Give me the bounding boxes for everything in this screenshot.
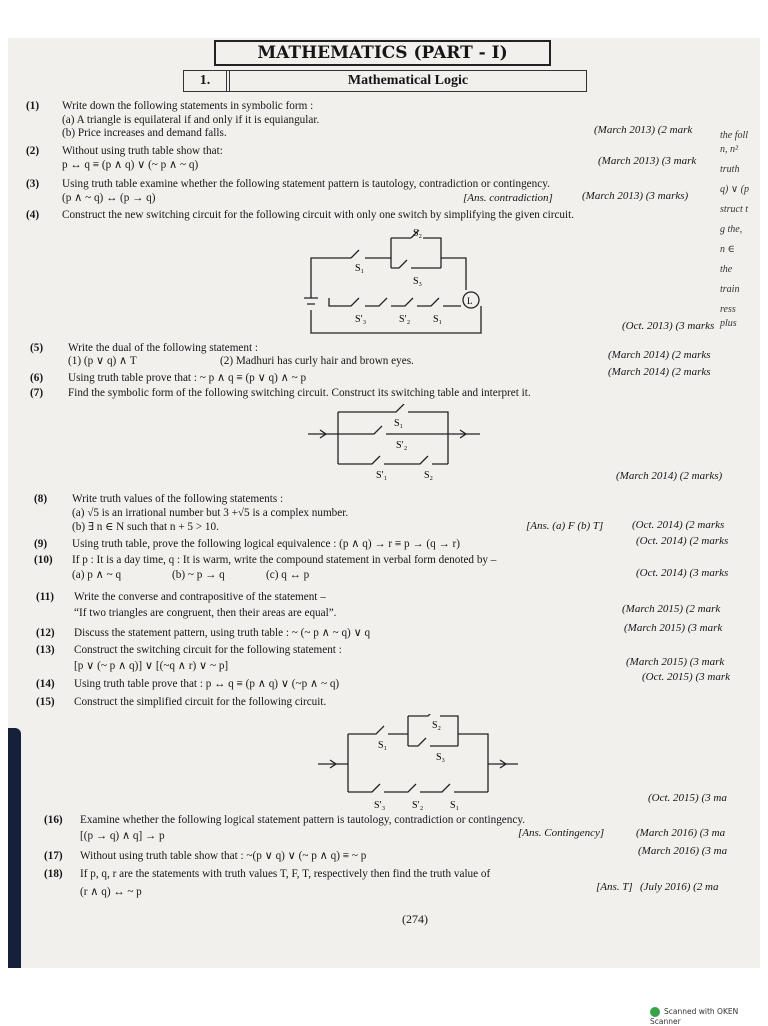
- exam-reference: (March 2013) (3 marks): [582, 190, 689, 202]
- question-number: (6): [30, 372, 44, 384]
- answer-text: [Ans. Contingency]: [518, 827, 605, 839]
- circuit-label: S₁: [433, 314, 443, 325]
- question-text: p ↔ q ≡ (p ∧ q) ∨ (~ p ∧ ~ q): [62, 159, 199, 171]
- question-number: (2): [26, 145, 40, 157]
- margin-text: the foll: [720, 130, 749, 141]
- switching-circuit-1: [291, 228, 491, 340]
- circuit-label: S′₂: [412, 800, 424, 810]
- exam-reference: (March 2015) (2 mark: [622, 603, 721, 615]
- circuit-label: S₃: [413, 276, 423, 287]
- margin-text: ress: [720, 304, 736, 315]
- exam-reference: (March 2013) (3 mark: [598, 155, 697, 167]
- question-number: (1): [26, 100, 40, 112]
- circuit-label: S₁: [355, 263, 365, 274]
- circuit-label: S′₂: [396, 440, 408, 451]
- question-text: “If two triangles are congruent, then their areas are equal”.: [74, 607, 337, 619]
- question-text: Write truth values of the following statements :: [72, 493, 284, 505]
- question-number: (9): [34, 538, 48, 550]
- exam-reference: (Oct. 2014) (3 marks: [636, 567, 729, 579]
- chapter-title: Mathematical Logic: [347, 73, 469, 88]
- exam-reference: (March 2015) (3 mark: [624, 622, 723, 634]
- switching-circuit-3: [318, 714, 518, 810]
- question-text: Without using truth table show that : ~(p ∨ q) ∨ (~ p ∧ q) ≡ ~ p: [80, 850, 367, 862]
- exam-reference: (Oct. 2014) (2 marks: [632, 519, 725, 531]
- switching-circuit-2: [308, 404, 480, 480]
- question-text: Using truth table, prove the following logical equivalence : (p ∧ q) → r ≡ p → (q → r): [72, 538, 460, 550]
- circuit-label: S₃: [436, 752, 446, 763]
- question-text: If p, q, r are the statements with truth values T, F, T, respectively then find the truth value of: [80, 868, 491, 880]
- margin-text: truth: [720, 164, 740, 175]
- question-text: Using truth table prove that : ~ p ∧ q ≡ (p ∨ q) ∧ ~ p: [68, 372, 307, 384]
- exam-reference: (July 2016) (2 ma: [640, 881, 719, 893]
- answer-text: [Ans. T]: [596, 881, 633, 893]
- page-number: (274): [402, 912, 428, 926]
- exam-reference: (Oct. 2015) (3 mark: [642, 671, 730, 683]
- circuit-label: S′₃: [355, 314, 367, 325]
- margin-text: struct t: [720, 204, 749, 215]
- margin-text: plus: [720, 318, 737, 329]
- question-text: Without using truth table show that:: [62, 145, 223, 157]
- question-number: (4): [26, 209, 40, 221]
- question-text: (a) √5 is an irrational number but 3 +√5 is a complex number.: [72, 507, 349, 519]
- exam-reference: (Oct. 2015) (3 ma: [648, 792, 727, 804]
- margin-text: q) ∨ (p: [720, 184, 749, 195]
- question-number: (5): [30, 342, 44, 354]
- exam-reference: (March 2013) (2 mark: [594, 124, 693, 136]
- document-page: [8, 38, 760, 968]
- question-text: (b) Price increases and demand falls.: [62, 127, 227, 139]
- circuit-label: S₂: [424, 470, 434, 480]
- exam-reference: (March 2014) (2 marks: [608, 349, 711, 361]
- question-number: (8): [34, 493, 48, 505]
- question-number: (13): [36, 644, 55, 656]
- question-text: Construct the switching circuit for the following statement :: [74, 644, 342, 656]
- circuit-label: S₂: [413, 228, 423, 239]
- exam-reference: (March 2015) (3 mark: [626, 656, 725, 668]
- exam-reference: (Oct. 2013) (3 marks: [622, 320, 715, 332]
- question-text: Write the converse and contrapositive of the statement –: [74, 591, 326, 603]
- question-text: (b) ∃ n ∈ N such that n + 5 > 10.: [72, 521, 219, 533]
- question-text: Discuss the statement pattern, using truth table : ~ (~ p ∧ ~ q) ∨ q: [74, 627, 371, 639]
- margin-text: n, n²: [720, 144, 738, 155]
- exam-reference: (March 2014) (2 marks): [616, 470, 723, 482]
- question-number: (12): [36, 627, 55, 639]
- question-text: Using truth table prove that : p ↔ q ≡ (p ∧ q) ∨ (~p ∧ ~ q): [74, 678, 340, 690]
- question-text: Construct the simplified circuit for the following circuit.: [74, 696, 327, 708]
- circuit-label: S₁: [450, 800, 460, 810]
- question-text: (b) ~ p → q: [172, 569, 225, 581]
- answer-text: [Ans. contradiction]: [463, 192, 553, 204]
- exam-reference: (Oct. 2014) (2 marks: [636, 535, 729, 547]
- lamp-label: L: [467, 296, 473, 306]
- question-number: (16): [44, 814, 63, 826]
- question-text: [p ∨ (~ p ∧ q)] ∨ [(~q ∧ r) ∨ ~ p]: [74, 660, 229, 672]
- question-text: Using truth table examine whether the following statement pattern is tautology, contradiction or contingency.: [62, 178, 550, 190]
- question-number: (15): [36, 696, 55, 708]
- circuit-label: S′₃: [374, 800, 386, 810]
- question-text: [(p → q) ∧ q] → p: [80, 830, 165, 842]
- question-text: Write the dual of the following statement :: [68, 342, 258, 354]
- question-number: (18): [44, 868, 63, 880]
- question-number: (3): [26, 178, 40, 190]
- question-number: (7): [30, 387, 44, 399]
- question-number: (17): [44, 850, 63, 862]
- question-text: (2) Madhuri has curly hair and brown eyes.: [220, 355, 414, 367]
- exam-reference: (March 2016) (3 ma: [638, 845, 728, 857]
- binder-edge: [8, 728, 21, 968]
- margin-text: n ∈: [720, 244, 735, 255]
- scanner-text: Scanned with OKEN Scanner: [650, 1007, 739, 1026]
- answer-text: [Ans. (a) F (b) T]: [526, 520, 604, 532]
- question-text: Examine whether the following logical statement pattern is tautology, contradiction or contingency.: [80, 814, 525, 826]
- exam-reference: (March 2014) (2 marks: [608, 366, 711, 378]
- question-text: (p ∧ ~ q) ↔ (p → q): [62, 192, 156, 204]
- circuit-label: S₂: [432, 720, 442, 731]
- circuit-label: S₁: [378, 740, 388, 751]
- question-number: (14): [36, 678, 55, 690]
- question-text: (c) q ↔ p: [266, 569, 310, 581]
- question-number: (11): [36, 591, 55, 603]
- question-text: (r ∧ q) ↔ ~ p: [80, 886, 142, 898]
- margin-text: train: [720, 284, 740, 295]
- margin-text: g the,: [720, 224, 743, 235]
- question-text: (a) A triangle is equilateral if and only if it is equiangular.: [62, 114, 320, 126]
- margin-text: the: [720, 264, 733, 275]
- question-text: Write down the following statements in symbolic form :: [62, 100, 314, 112]
- scanner-watermark: [650, 1007, 768, 1026]
- question-text: Find the symbolic form of the following switching circuit. Construct its switching table and interpret it.: [68, 387, 531, 399]
- chapter-number: 1.: [184, 71, 230, 91]
- circuit-label: S′₂: [399, 314, 411, 325]
- question-text: Construct the new switching circuit for the following circuit with only one switch by simplifying the given circuit.: [62, 209, 575, 221]
- circuit-label: S₁: [394, 418, 404, 429]
- question-text: If p : It is a day time, q : It is warm, write the compound statement in verbal form denoted by –: [72, 554, 497, 566]
- chapter-banner: [183, 70, 587, 92]
- page-header: MATHEMATICS (PART - I): [214, 40, 551, 66]
- question-number: (10): [34, 554, 53, 566]
- circuit-label: S′₁: [376, 470, 388, 480]
- scanner-logo-icon: [650, 1007, 660, 1017]
- question-text: (a) p ∧ ~ q: [72, 569, 122, 581]
- question-text: (1) (p ∨ q) ∧ T: [68, 355, 137, 367]
- exam-reference: (March 2016) (3 ma: [636, 827, 726, 839]
